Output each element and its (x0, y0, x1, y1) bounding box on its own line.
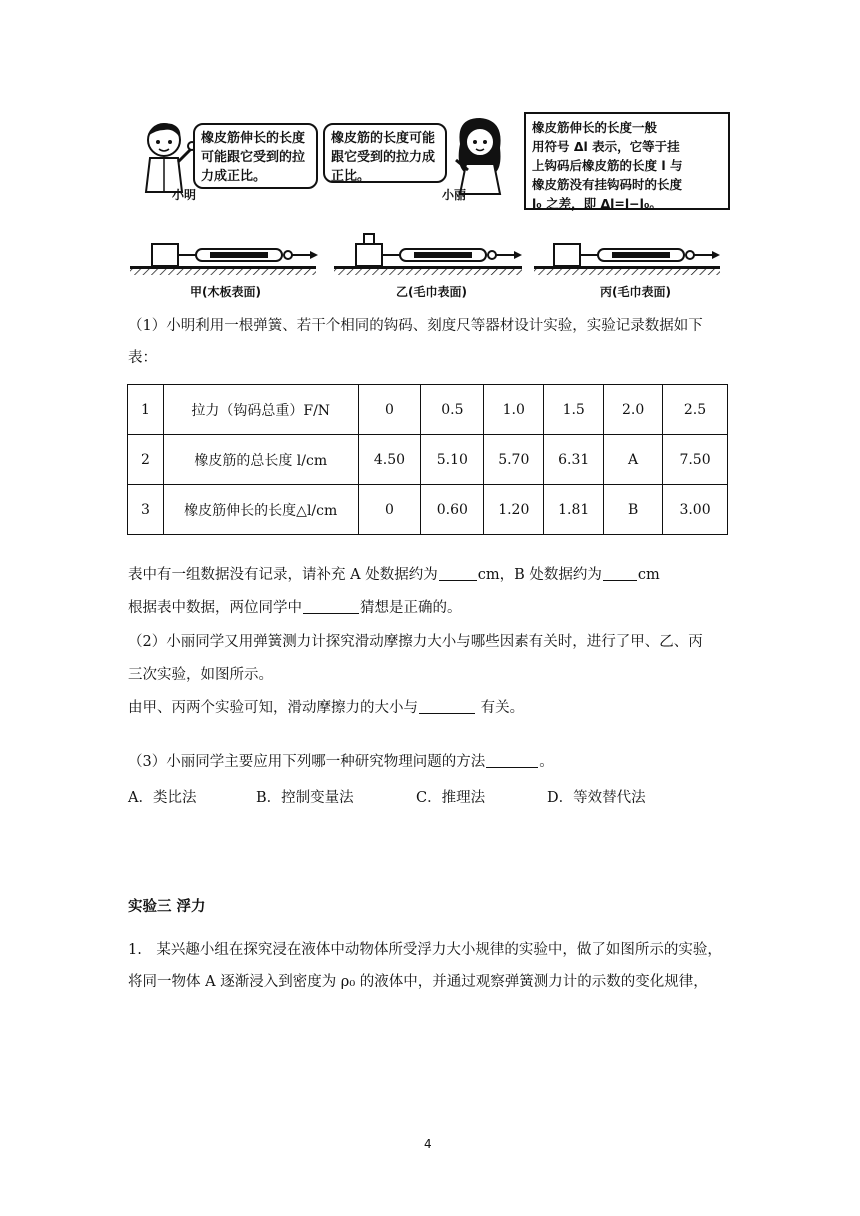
q2-line2: 三次实验，如图所示。 (128, 667, 273, 683)
q2-line3 (128, 698, 524, 718)
table-cell: 6.31 (544, 435, 604, 485)
table-cell: 1.0 (484, 385, 544, 435)
q2-line1: （2）小丽同学又用弹簧测力计探究滑动摩擦力大小与哪些因素有关时，进行了甲、乙、丙 (128, 634, 703, 650)
q3-text: （3）小丽同学主要应用下列哪一种研究物理问题的方法 (128, 754, 486, 770)
data-table (127, 384, 728, 535)
table-cell: 2 (128, 435, 164, 485)
friction-setup-diagram (130, 228, 730, 282)
speech-line: 橡皮筋伸长的长度 (201, 131, 306, 146)
table-row (128, 485, 728, 535)
caption-jia: 甲(木板表面) (190, 285, 261, 299)
speech-line: 正比。 (331, 169, 371, 184)
answer-blank-b[interactable] (603, 566, 637, 581)
table-cell: 0 (358, 485, 421, 535)
answer-blank-guess[interactable] (303, 599, 359, 614)
xiaoming-name: 小明 (172, 188, 197, 202)
xiaoli-name: 小丽 (442, 188, 467, 202)
p1-line2: 将同一物体 A 逐渐浸入到密度为 ρ₀ 的液体中，并通过观察弹簧测力计的示数的变化规律， (128, 974, 708, 990)
table-cell: 1.5 (544, 385, 604, 435)
caption-yi: 乙(毛巾表面) (396, 285, 467, 299)
caption-bing: 丙(毛巾表面) (600, 285, 671, 299)
speech-line: 可能跟它受到的拉 (201, 150, 306, 165)
table-cell: 4.50 (358, 435, 421, 485)
q1-fill-text: cm，B 处数据约为 (477, 567, 602, 583)
table-cell: 2.5 (663, 385, 728, 435)
table-cell: 1.20 (484, 485, 544, 535)
answer-blank-method[interactable] (486, 753, 538, 768)
q2-text: 有关。 (476, 700, 525, 716)
q2-text: 由甲、丙两个实验可知，滑动摩擦力的大小与 (128, 700, 418, 716)
table-cell: 1.81 (544, 485, 604, 535)
xiaoming-speech-bubble (193, 123, 318, 189)
setup-yi-icon (334, 234, 522, 275)
table-cell: 橡皮筋伸长的长度△l/cm (163, 485, 358, 535)
q3-option-b[interactable]: B．控制变量法 (256, 790, 354, 806)
table-cell: 3 (128, 485, 164, 535)
table-cell: 3.00 (663, 485, 728, 535)
section-title: 实验三 浮力 (128, 899, 206, 915)
q3-line1 (128, 752, 554, 772)
note-line: 上钩码后橡皮筋的长度 l 与 (532, 158, 683, 173)
note-line: 橡皮筋没有挂钩码时的长度 (532, 177, 683, 192)
q3-option-c[interactable]: C．推理法 (416, 790, 486, 806)
q1-fill-line (128, 565, 660, 585)
table-row (128, 435, 728, 485)
table-cell: 橡皮筋的总长度 l/cm (163, 435, 358, 485)
table-row (128, 385, 728, 435)
note-line: l₀ 之差，即 Δl=l−l₀。 (532, 196, 662, 211)
q1-fill-text: cm (637, 567, 660, 583)
xiaoli-speech-bubble (323, 123, 447, 183)
table-cell: A (604, 435, 663, 485)
setup-bing-icon (534, 244, 720, 275)
table-cell: 2.0 (604, 385, 663, 435)
table-cell: 5.10 (421, 435, 484, 485)
answer-blank-a[interactable] (439, 566, 477, 581)
table-cell: 0.5 (421, 385, 484, 435)
q3-option-a[interactable]: A．类比法 (128, 790, 197, 806)
p1-line1: 1. 某兴趣小组在探究浸在液体中动物体所受浮力大小规律的实验中，做了如图所示的实验， (128, 942, 722, 958)
table-cell: 0 (358, 385, 421, 435)
page-number: 4 (424, 1137, 432, 1151)
note-line: 用符号 Δl 表示，它等于挂 (532, 139, 680, 154)
answer-blank-friction[interactable] (419, 699, 475, 714)
q1-guess-text: 根据表中数据，两位同学中 (128, 600, 302, 616)
q1-intro-line1: （1）小明利用一根弹簧、若干个相同的钩码、刻度尺等器材设计实验，实验记录数据如下 (128, 318, 703, 334)
table-cell: 拉力（钩码总重）F/N (163, 385, 358, 435)
speech-line: 跟它受到的拉力成 (331, 150, 436, 165)
table-cell: 5.70 (484, 435, 544, 485)
note-line: 橡皮筋伸长的长度一般 (532, 120, 658, 135)
q1-intro-line2: 表： (128, 350, 157, 366)
q1-fill-text: 表中有一组数据没有记录，请补充 A 处数据约为 (128, 567, 438, 583)
table-cell: 7.50 (663, 435, 728, 485)
q1-guess-line (128, 598, 462, 618)
table-cell: 1 (128, 385, 164, 435)
setup-jia-icon (130, 244, 318, 275)
speech-line: 力成正比。 (201, 169, 267, 184)
q1-guess-text: 猜想是正确的。 (360, 600, 462, 616)
q3-text: 。 (539, 754, 554, 770)
definition-note-box (524, 112, 730, 210)
q3-option-d[interactable]: D．等效替代法 (547, 790, 646, 806)
speech-line: 橡皮筋的长度可能 (331, 131, 436, 146)
table-cell: 0.60 (421, 485, 484, 535)
table-cell: B (604, 485, 663, 535)
